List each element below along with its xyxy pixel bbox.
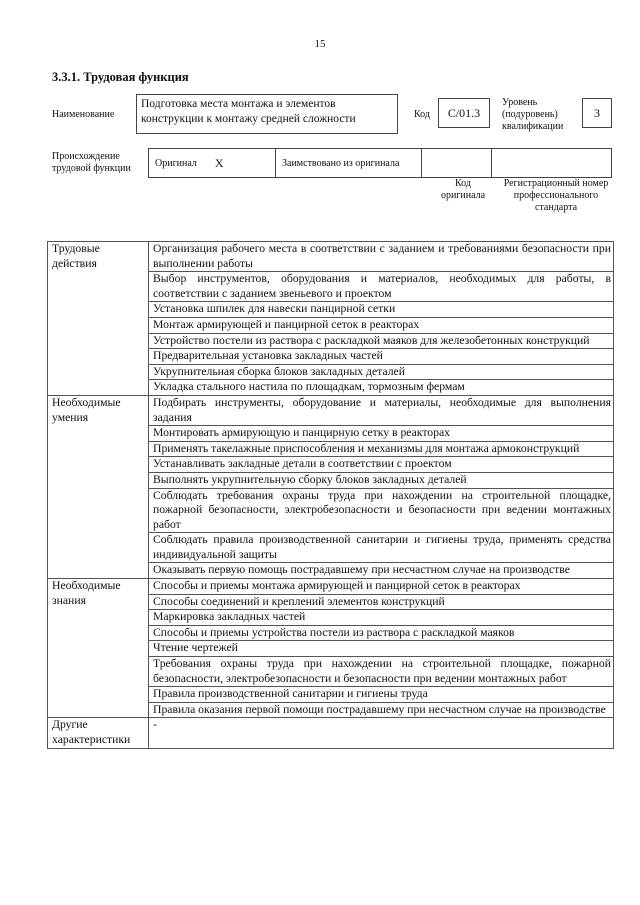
original-label: Оригинал: [155, 157, 197, 169]
page-number: 15: [314, 38, 326, 50]
table-row: [48, 718, 614, 748]
table-row: [48, 242, 614, 272]
table-row: [48, 395, 614, 425]
section-item: -: [149, 718, 614, 748]
section-title: Трудовые действия: [48, 242, 149, 396]
section-item: Правила производственной санитарии и гигиены труда: [149, 687, 614, 703]
section-title: Необходимые умения: [48, 395, 149, 578]
origin-row: [148, 148, 612, 178]
section-item: Установка шпилек для навески панцирной сетки: [149, 302, 614, 318]
origin-label: Происхождение трудовой функции: [52, 151, 131, 174]
section-item: Способы и приемы устройства постели из раствора с раскладкой маяков: [149, 625, 614, 641]
section-item: Устройство постели из раствора с раскладкой маяков для железобетонных конструкций: [149, 333, 614, 349]
borrowed-label: Заимствовано из оригинала: [282, 157, 400, 169]
section-item: Способы соединений и креплений элементов конструкций: [149, 594, 614, 610]
section-item: Применять такелажные приспособления и механизмы для монтажа армоконструкций: [149, 441, 614, 457]
section-title: Другие характеристики: [48, 718, 149, 748]
section-item: Способы и приемы монтажа армирующей и панцирной сеток в реакторах: [149, 579, 614, 595]
original-mark: X: [214, 155, 224, 170]
section-item: Чтение чертежей: [149, 641, 614, 657]
table-row: [48, 579, 614, 595]
section-item: Оказывать первую помощь пострадавшему при несчастном случае на производстве: [149, 563, 614, 579]
section-item: Предварительная установка закладных частей: [149, 349, 614, 365]
section-item: Монтировать армирующую и панцирную сетку в реакторах: [149, 426, 614, 442]
section-item: Соблюдать требования охраны труда при нахождении на строительной площадке, пожарной безопасности, электробезопасности и безопасности при ведении монтажных работ: [149, 488, 614, 533]
code-label: Код: [414, 109, 430, 120]
caption-original-code: Код оригинала: [440, 178, 486, 201]
section-item: Укладка стального настила по площадкам, тормозным фермам: [149, 380, 614, 396]
section-item: Требования охраны труда при нахождении на строительной площадке, пожарной безопасности, электробезопасности и безопасности при ведении монтажных работ: [149, 657, 614, 687]
registration-number-cell: [492, 148, 612, 178]
function-details-table: [47, 241, 614, 749]
section-item: Соблюдать правила производственной санитарии и гигиены труда, применять средства индивидуальной защиты: [149, 533, 614, 563]
name-label: Наименование: [52, 109, 115, 120]
section-item: Маркировка закладных частей: [149, 610, 614, 626]
caption-registration-number: Регистрационный номер профессионального стандарта: [503, 178, 609, 213]
level-field: 3: [582, 98, 612, 128]
section-item: Устанавливать закладные детали в соответствии с проектом: [149, 457, 614, 473]
borrowed-cell: [276, 148, 422, 178]
section-item: Подбирать инструменты, оборудование и материалы, необходимые для выполнения задания: [149, 395, 614, 425]
function-name-field: Подготовка места монтажа и элементов конструкции к монтажу средней сложности: [136, 94, 398, 134]
section-item: Выполнять укрупнительную сборку блоков закладных деталей: [149, 472, 614, 488]
original-code-cell: [422, 148, 492, 178]
section-item: Монтаж армирующей и панцирной сеток в реакторах: [149, 317, 614, 333]
section-item: Выбор инструментов, оборудования и материалов, необходимых для работы, в соответствии с заданием звеньевого и проектом: [149, 272, 614, 302]
section-title: Необходимые знания: [48, 579, 149, 718]
level-label: Уровень (подуровень) квалификации: [502, 97, 564, 132]
original-cell: [148, 148, 276, 178]
section-item: Организация рабочего места в соответствии с заданием и требованиями безопасности при выполнении работы: [149, 242, 614, 272]
section-heading: 3.3.1. Трудовая функция: [52, 70, 189, 84]
section-item: Укрупнительная сборка блоков закладных деталей: [149, 364, 614, 380]
function-code-field: C/01.3: [438, 98, 490, 128]
section-item: Правила оказания первой помощи пострадавшему при несчастном случае на производстве: [149, 702, 614, 718]
